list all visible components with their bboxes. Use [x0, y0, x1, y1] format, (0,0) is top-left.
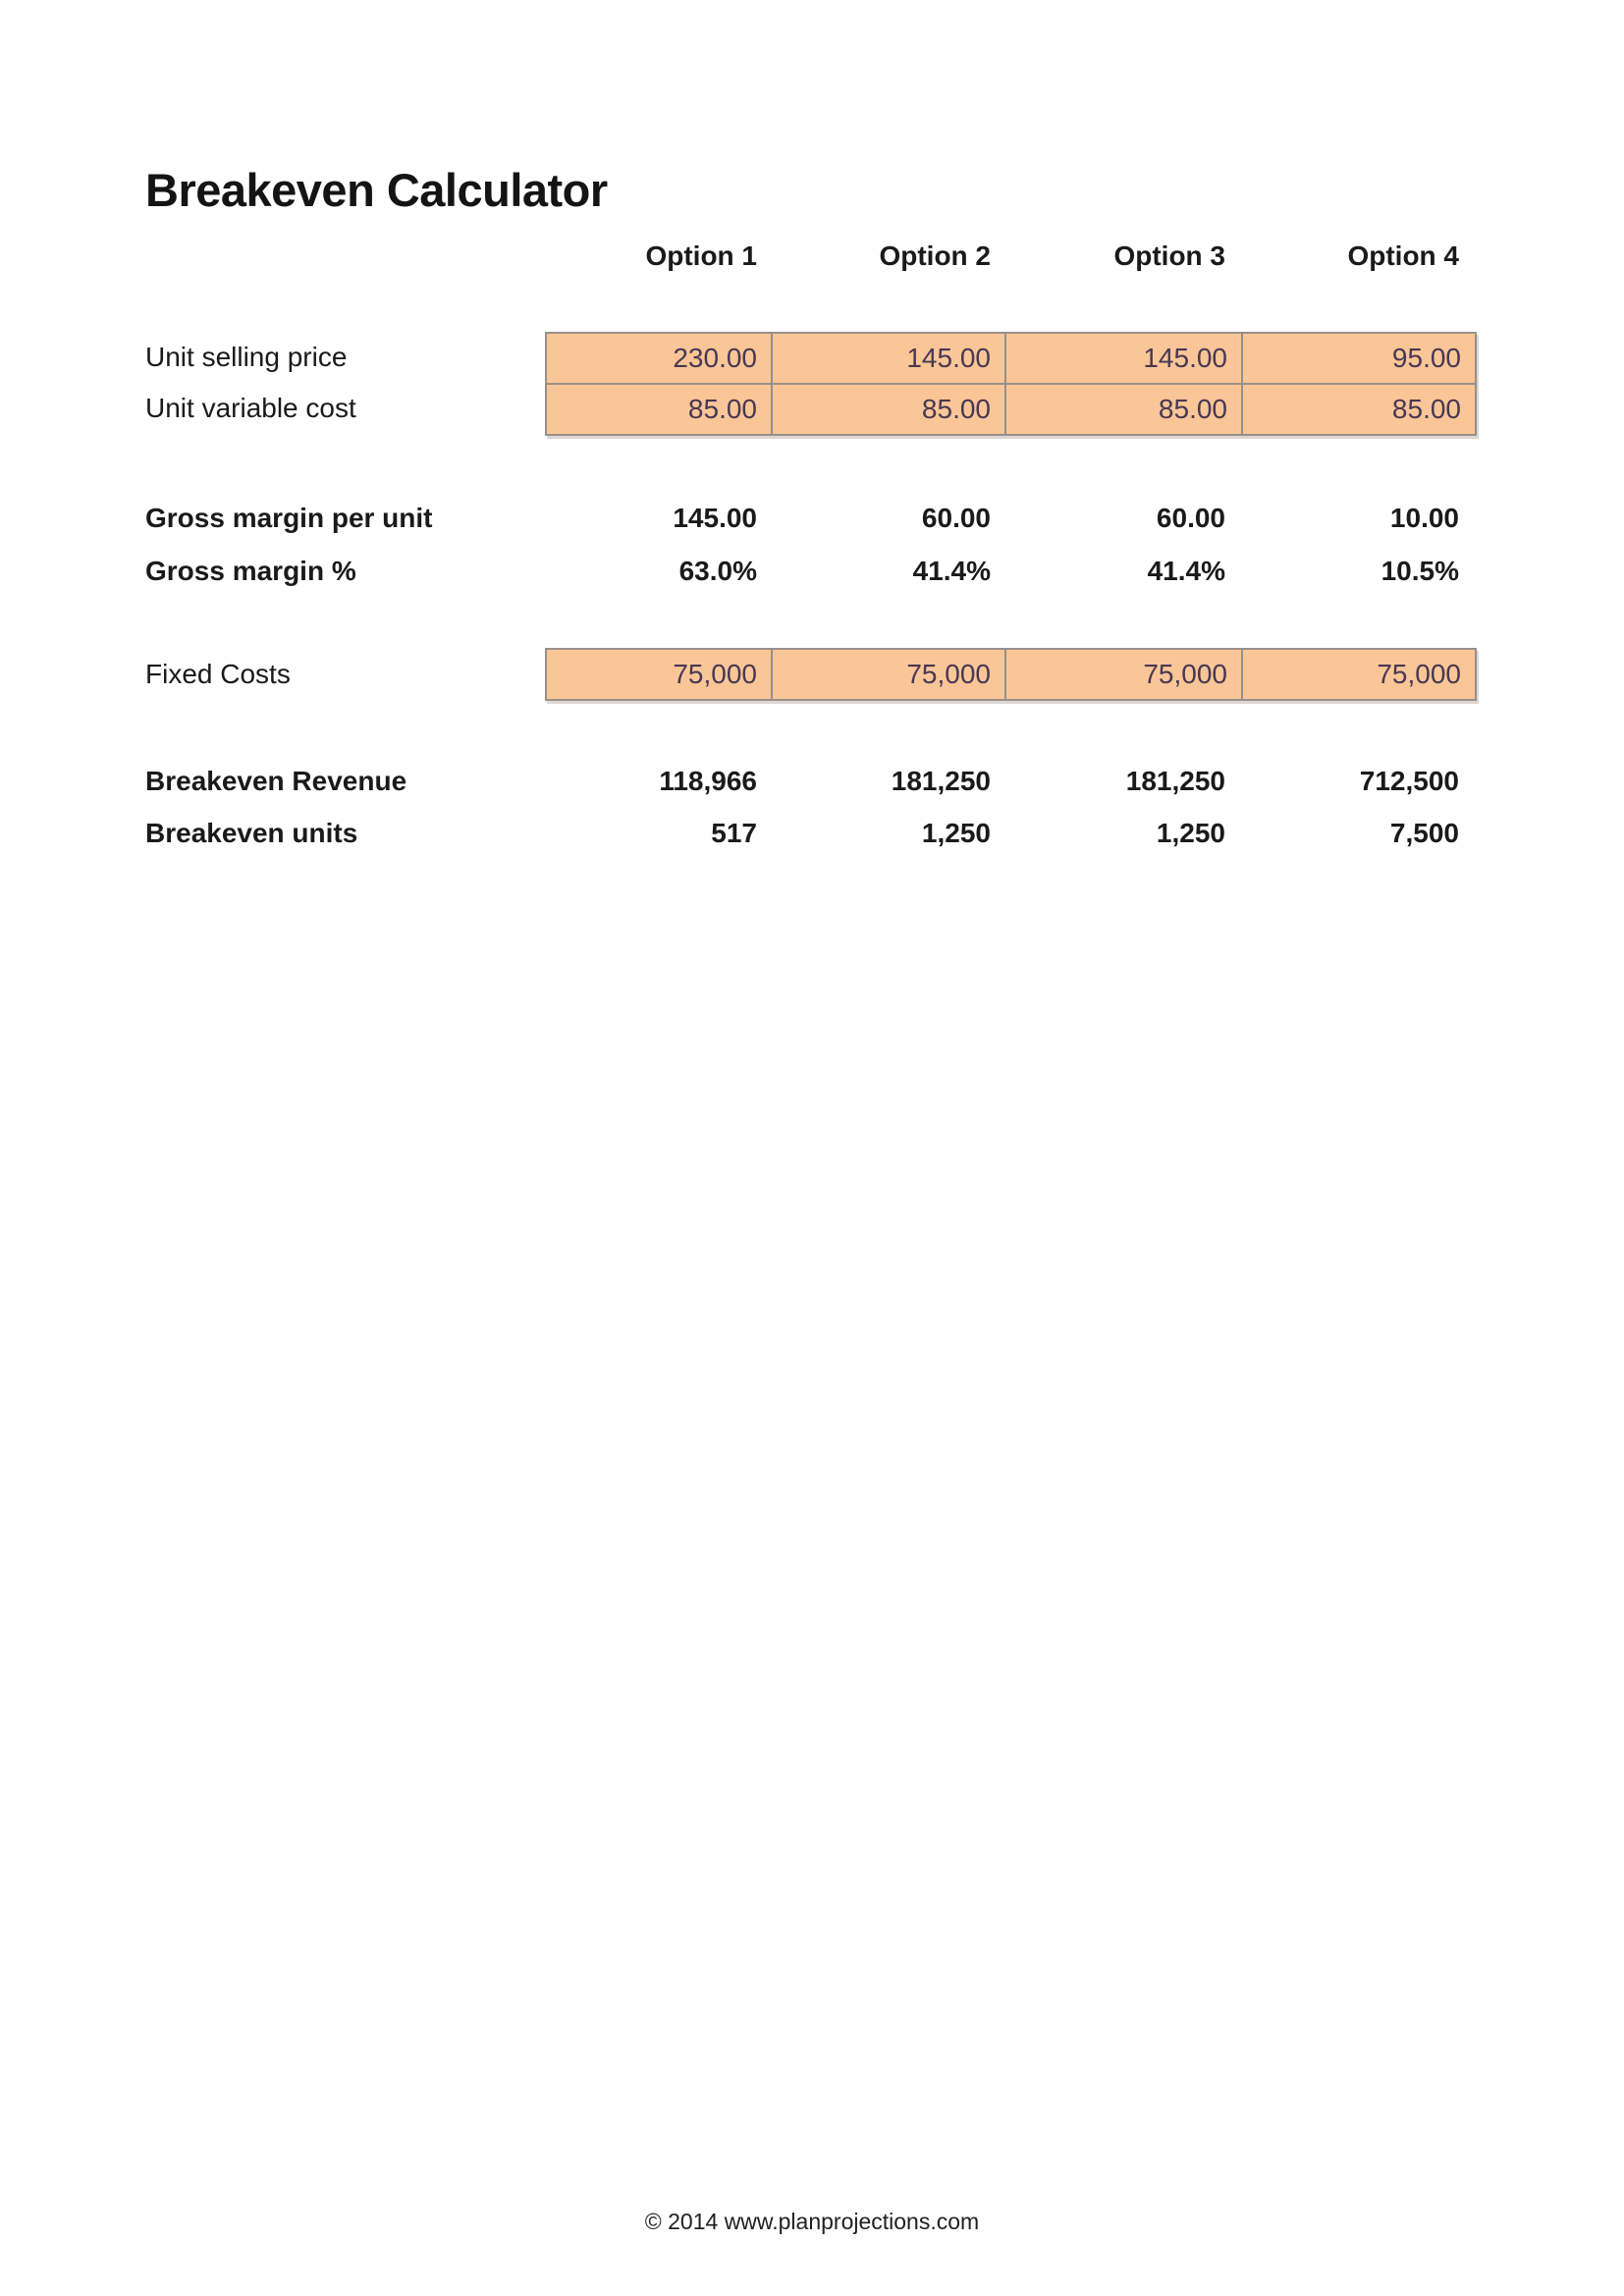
- breakeven-revenue-row: [145, 755, 1473, 807]
- breakeven-revenue-option-4: 712,500: [1359, 765, 1459, 796]
- unit-selling-price-cell-option-4[interactable]: 95.00: [1241, 334, 1475, 383]
- fixed-costs-cell-option-4[interactable]: 75,000: [1241, 650, 1475, 699]
- unit-variable-cost-row: [547, 383, 1475, 434]
- breakeven-units-row: [145, 807, 1473, 859]
- gross-margin-per-unit-option-4: 10.00: [1389, 503, 1459, 533]
- breakeven-revenue-option-2: 181,250: [891, 765, 991, 796]
- unit-variable-cost-cell-option-1[interactable]: 85.00: [547, 385, 771, 434]
- gross-margin-percent-label: Gross margin %: [145, 556, 356, 586]
- gross-margin-per-unit-option-1: 145.00: [673, 503, 757, 533]
- fixed-costs-cell-option-1[interactable]: 75,000: [547, 650, 771, 699]
- breakeven-section: [145, 755, 1473, 859]
- unit-variable-cost-cell-option-4[interactable]: 85.00: [1241, 385, 1475, 434]
- gross-margin-per-unit-option-3: 60.00: [1156, 503, 1225, 533]
- gross-margin-section: [145, 492, 1473, 598]
- breakeven-revenue-label: Breakeven Revenue: [145, 765, 407, 796]
- unit-selling-price-cell-option-2[interactable]: 145.00: [771, 334, 1004, 383]
- unit-inputs-section: [145, 332, 1477, 436]
- gross-margin-percent-option-1: 63.0%: [678, 556, 757, 586]
- gross-margin-per-unit-row: [145, 492, 1473, 545]
- column-header-row: [145, 237, 1473, 276]
- fixed-costs-block: [545, 648, 1477, 701]
- unit-selling-price-cell-option-1[interactable]: 230.00: [547, 334, 771, 383]
- column-header-option-1: Option 1: [645, 240, 757, 271]
- fixed-costs-row: [547, 650, 1475, 699]
- gross-margin-percent-option-4: 10.5%: [1380, 556, 1459, 586]
- breakeven-units-option-2: 1,250: [921, 817, 991, 848]
- breakeven-units-option-3: 1,250: [1156, 817, 1225, 848]
- gross-margin-per-unit-option-2: 60.00: [921, 503, 991, 533]
- breakeven-units-label: Breakeven units: [145, 817, 358, 848]
- header-label-spacer: [145, 237, 545, 276]
- unit-inputs-block: [545, 332, 1477, 436]
- column-header-option-3: Option 3: [1113, 240, 1225, 271]
- unit-selling-price-row: [547, 334, 1475, 383]
- unit-selling-price-label: Unit selling price: [145, 342, 348, 372]
- breakeven-revenue-option-1: 118,966: [659, 765, 757, 796]
- fixed-costs-label: Fixed Costs: [145, 659, 291, 689]
- fixed-costs-cell-option-3[interactable]: 75,000: [1004, 650, 1241, 699]
- breakeven-units-option-4: 7,500: [1389, 817, 1459, 848]
- gross-margin-percent-row: [145, 545, 1473, 598]
- unit-variable-cost-label: Unit variable cost: [145, 393, 356, 423]
- column-header-option-4: Option 4: [1347, 240, 1459, 271]
- copyright-footer: © 2014 www.planprojections.com: [644, 2209, 980, 2234]
- unit-selling-price-cell-option-3[interactable]: 145.00: [1004, 334, 1241, 383]
- gross-margin-per-unit-label: Gross margin per unit: [145, 503, 433, 533]
- breakeven-revenue-option-3: 181,250: [1125, 765, 1225, 796]
- gross-margin-percent-option-3: 41.4%: [1147, 556, 1225, 586]
- unit-variable-cost-cell-option-3[interactable]: 85.00: [1004, 385, 1241, 434]
- column-header-option-2: Option 2: [879, 240, 991, 271]
- fixed-costs-section: [145, 648, 1477, 701]
- breakeven-units-option-1: 517: [711, 817, 757, 848]
- page-title: Breakeven Calculator: [145, 164, 608, 216]
- gross-margin-percent-option-2: 41.4%: [912, 556, 991, 586]
- fixed-costs-cell-option-2[interactable]: 75,000: [771, 650, 1004, 699]
- unit-variable-cost-cell-option-2[interactable]: 85.00: [771, 385, 1004, 434]
